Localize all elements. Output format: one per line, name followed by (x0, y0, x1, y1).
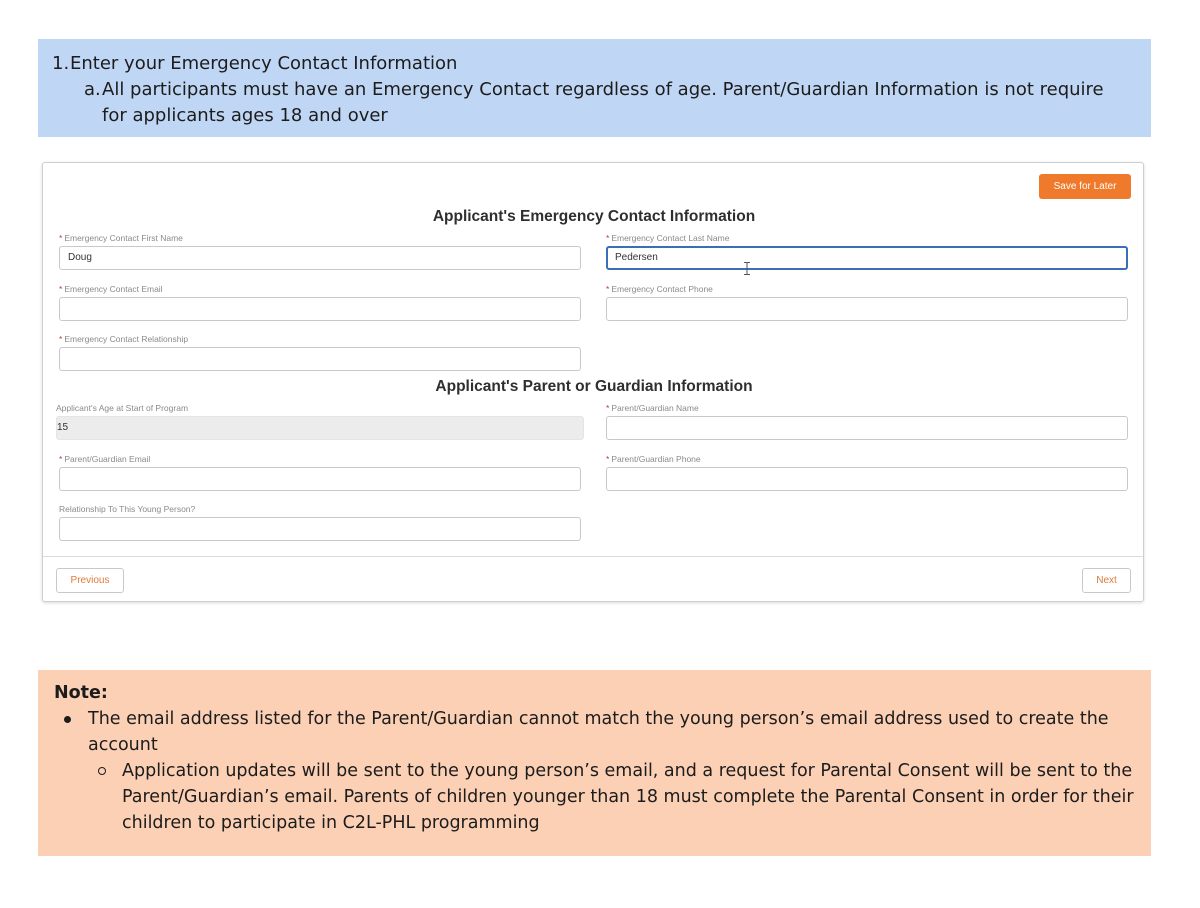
instruction-substep (52, 77, 1137, 129)
instruction-step (52, 51, 1137, 77)
substep-letter: a. (84, 79, 101, 100)
relationship-to-young-person-input[interactable] (59, 517, 581, 541)
note-bullet (54, 706, 1128, 758)
ec-relationship-field (59, 333, 581, 371)
ec-phone-input[interactable] (606, 297, 1128, 321)
instruction-banner (38, 39, 1151, 137)
applicant-age-field (56, 402, 584, 440)
field-label: * Emergency Contact Relationship (59, 334, 189, 344)
guardian-name-field (606, 402, 1128, 440)
ec-phone-field (606, 283, 1128, 321)
note-bullet-text: The email address listed for the Parent/Guardian cannot match the young person’s email address used to create the account (88, 709, 1109, 755)
ec-last-name-input[interactable]: Pedersen (606, 246, 1128, 270)
application-form-card (42, 162, 1144, 602)
guardian-name-input[interactable] (606, 416, 1128, 440)
ec-email-field (59, 283, 581, 321)
required-asterisk: * (606, 454, 610, 464)
field-label: * Parent/Guardian Email (59, 454, 151, 464)
guardian-phone-field (606, 453, 1128, 491)
required-asterisk: * (59, 284, 63, 294)
required-asterisk: * (59, 454, 63, 464)
save-for-later-button[interactable]: Save for Later (1039, 174, 1131, 199)
relationship-to-young-person-field (59, 503, 581, 541)
emergency-contact-section-title: Applicant's Emergency Contact Information (432, 208, 756, 225)
ec-relationship-input[interactable] (59, 347, 581, 371)
field-label: * Emergency Contact Last Name (606, 233, 730, 243)
ec-first-name-field (59, 232, 581, 270)
required-asterisk: * (606, 284, 610, 294)
required-asterisk: * (59, 334, 63, 344)
previous-button[interactable]: Previous (56, 568, 124, 593)
applicant-age-value: 15 (56, 416, 584, 440)
required-asterisk: * (606, 233, 610, 243)
guardian-email-field (59, 453, 581, 491)
field-label: * Parent/Guardian Name (606, 403, 699, 413)
field-label: * Emergency Contact First Name (59, 233, 183, 243)
required-asterisk: * (59, 233, 63, 243)
note-sub-bullet-text: Application updates will be sent to the young person’s email, and a request for Parental Consent will be sent to the Parent/Guardian’s email. Parents of children younger than 18 must complete the Parental Consent in order for their children to participate in C2L-PHL programming (122, 761, 1134, 833)
next-button[interactable]: Next (1082, 568, 1131, 593)
field-label: Applicant's Age at Start of Program (56, 403, 189, 413)
required-asterisk: * (606, 403, 610, 413)
field-label: Relationship To This Young Person? (59, 504, 196, 514)
step-text: Enter your Emergency Contact Information (70, 53, 458, 74)
field-label: * Emergency Contact Email (59, 284, 163, 294)
note-title: Note: (54, 683, 108, 703)
guardian-phone-input[interactable] (606, 467, 1128, 491)
ec-first-name-input[interactable]: Doug (59, 246, 581, 270)
text-cursor-icon (744, 262, 750, 275)
bullet-circle-icon (98, 767, 106, 775)
substep-text: All participants must have an Emergency Contact regardless of age. Parent/Guardian Information is not require for applicants ages 18 and over (102, 79, 1104, 126)
step-number: 1. (52, 53, 70, 74)
field-label: * Parent/Guardian Phone (606, 454, 701, 464)
note-sub-bullet (54, 758, 1142, 836)
field-label: * Emergency Contact Phone (606, 284, 713, 294)
guardian-section-title: Applicant's Parent or Guardian Information (435, 378, 753, 395)
ec-email-input[interactable] (59, 297, 581, 321)
ec-last-name-field (606, 232, 1128, 270)
guardian-email-input[interactable] (59, 467, 581, 491)
footer-divider (43, 556, 1143, 557)
bullet-dot-icon (64, 716, 71, 723)
note-box (38, 670, 1151, 856)
